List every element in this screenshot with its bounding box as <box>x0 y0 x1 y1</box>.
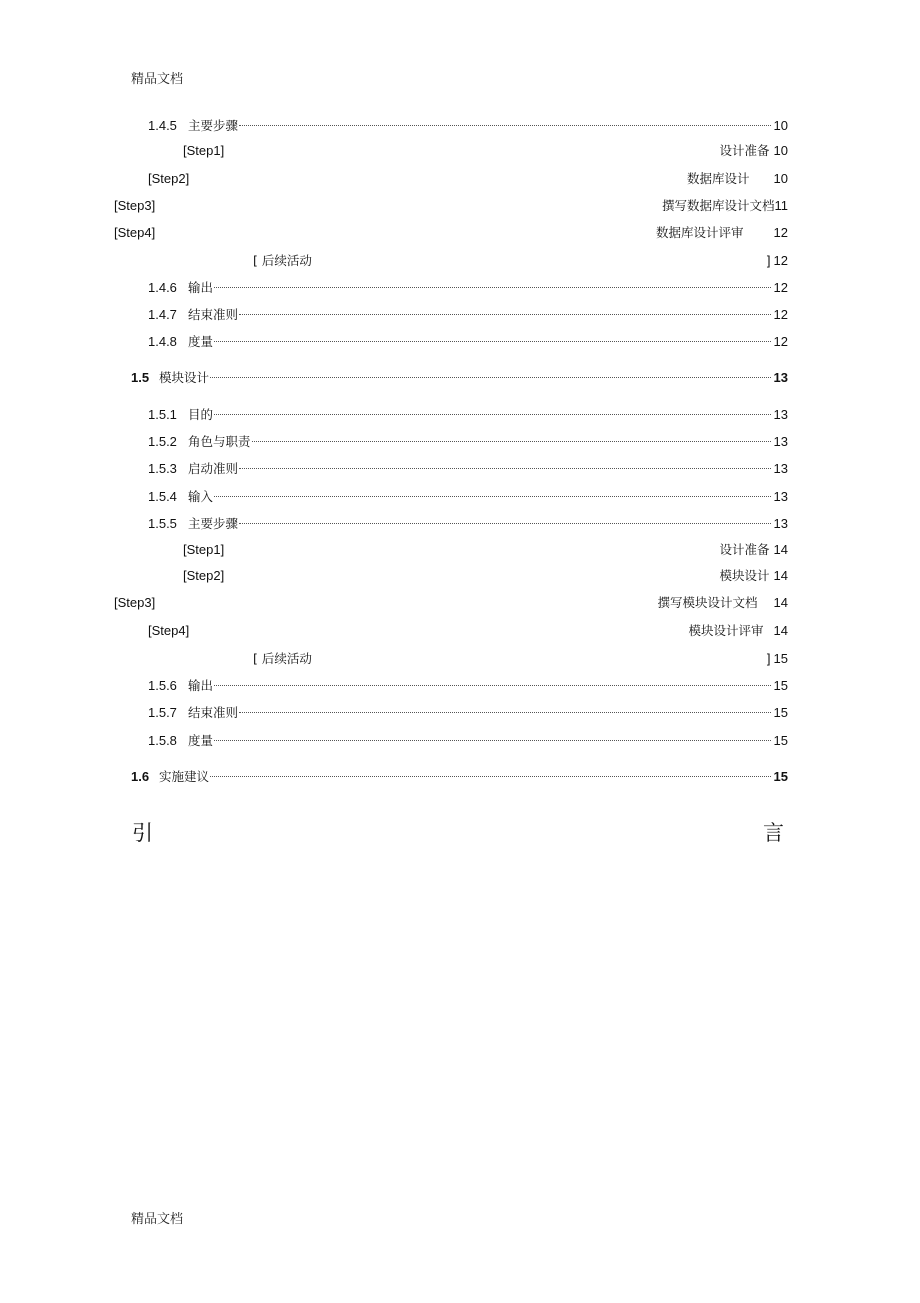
toc-entry[interactable] <box>148 404 788 426</box>
toc-entry[interactable] <box>148 277 788 299</box>
toc-page: 10 <box>773 143 788 158</box>
toc-title: 结束准则 <box>188 705 239 720</box>
toc-step-entry[interactable] <box>662 195 788 217</box>
step-title: 数据库设计 <box>687 171 750 186</box>
toc-page: 13 <box>773 370 788 385</box>
bracket-close: ] <box>766 253 771 268</box>
toc-title: 输入 <box>188 489 214 504</box>
toc-step-entry[interactable] <box>767 648 788 670</box>
followup-title: [ 后续活动 <box>253 253 312 268</box>
page-footer: 精品文档 <box>131 1212 184 1227</box>
toc-leader <box>214 287 771 288</box>
toc-page: 12 <box>773 334 788 349</box>
toc-leader <box>214 414 771 415</box>
toc-number: 1.4.7 <box>148 307 177 322</box>
followup-title: [ 后续活动 <box>253 651 312 666</box>
toc-entry[interactable] <box>148 702 788 724</box>
toc-title: 结束准则 <box>188 307 239 322</box>
toc-leader <box>214 496 771 497</box>
toc-step-entry[interactable] <box>658 592 788 614</box>
toc-title: 启动准则 <box>188 461 239 476</box>
toc-entry[interactable] <box>148 486 788 508</box>
toc-entry[interactable] <box>148 331 788 353</box>
toc-page: 10 <box>773 118 788 133</box>
toc-leader <box>214 740 771 741</box>
toc-number: 1.5.8 <box>148 733 177 748</box>
toc-title: 度量 <box>188 334 214 349</box>
toc-leader <box>239 125 771 126</box>
toc-number: 1.4.6 <box>148 280 177 295</box>
toc-step-entry[interactable] <box>687 168 788 190</box>
toc-entry[interactable] <box>148 675 788 697</box>
toc-entry[interactable] <box>148 730 788 752</box>
toc-title: 目的 <box>188 407 214 422</box>
toc-leader <box>252 441 771 442</box>
toc-step-entry[interactable] <box>689 620 788 642</box>
step-title: 撰写模块设计文档 <box>657 595 758 610</box>
toc-page: 14 <box>773 595 788 610</box>
toc-section-entry[interactable] <box>131 367 788 389</box>
toc-number: 1.5.6 <box>148 678 177 693</box>
toc-entry[interactable] <box>148 115 788 137</box>
step-label <box>253 250 312 272</box>
toc-page: 15 <box>773 705 788 720</box>
toc-page: 15 <box>773 651 788 666</box>
toc-page: 12 <box>773 253 788 268</box>
toc-page: 15 <box>773 769 788 784</box>
toc-page: 13 <box>773 516 788 531</box>
toc-number: 1.5.2 <box>148 434 177 449</box>
step-title: 设计准备 <box>719 542 770 557</box>
toc-page: 10 <box>773 171 788 186</box>
toc-leader <box>239 523 771 524</box>
step-title: 数据库设计评审 <box>656 225 744 240</box>
toc-leader <box>214 685 771 686</box>
toc-page: 13 <box>773 461 788 476</box>
toc-page: 14 <box>773 568 788 583</box>
toc-leader <box>210 377 771 378</box>
step-title: 模块设计评审 <box>688 623 764 638</box>
toc-title: 主要步骤 <box>188 118 239 133</box>
toc-entry[interactable] <box>148 458 788 480</box>
step-label: [Step4] <box>148 623 190 638</box>
toc-leader <box>239 468 771 469</box>
toc-number: 1.5.5 <box>148 516 177 531</box>
toc-leader <box>214 341 771 342</box>
toc-step-entry[interactable] <box>656 222 788 244</box>
toc-title: 输出 <box>188 678 214 693</box>
bracket-close: ] <box>766 651 771 666</box>
toc-page: 13 <box>773 489 788 504</box>
toc-leader <box>239 314 771 315</box>
step-label: [Step2] <box>148 171 190 186</box>
toc-step-entry[interactable] <box>720 565 788 587</box>
step-title: 撰写数据库设计文档 <box>661 198 775 213</box>
step-label: [Step1] <box>183 542 225 557</box>
intro-heading-right: 言 <box>763 821 784 845</box>
toc-page: 12 <box>773 307 788 322</box>
step-label: [Step3] <box>114 595 156 610</box>
toc-number: 1.6 <box>131 769 150 784</box>
intro-heading-left: 引 <box>132 821 153 845</box>
step-label: [Step2] <box>183 568 225 583</box>
toc-entry[interactable] <box>148 431 788 453</box>
toc-number: 1.5.1 <box>148 407 177 422</box>
toc-step-entry[interactable] <box>720 140 788 162</box>
toc-leader <box>210 776 771 777</box>
step-title: 设计准备 <box>719 143 770 158</box>
toc-title: 实施建议 <box>159 769 210 784</box>
toc-title: 角色与职责 <box>188 434 251 449</box>
toc-leader <box>239 712 771 713</box>
toc-page: 15 <box>773 733 788 748</box>
toc-title: 度量 <box>188 733 214 748</box>
toc-page: 11 <box>774 198 788 213</box>
step-title: 模块设计 <box>719 568 770 583</box>
toc-number: 1.5.3 <box>148 461 177 476</box>
toc-page: 12 <box>773 280 788 295</box>
toc-number: 1.5 <box>131 370 150 385</box>
step-label: [Step3] <box>114 198 156 213</box>
page-header: 精品文档 <box>131 72 184 87</box>
toc-entry[interactable] <box>148 513 788 535</box>
toc-title: 主要步骤 <box>188 516 239 531</box>
toc-section-entry[interactable] <box>131 766 788 788</box>
toc-title: 输出 <box>188 280 214 295</box>
toc-step-entry[interactable] <box>720 539 788 561</box>
step-label <box>253 648 312 670</box>
toc-page: 13 <box>773 407 788 422</box>
step-label: [Step1] <box>183 143 225 158</box>
toc-page: 14 <box>773 623 788 638</box>
step-label: [Step4] <box>114 225 156 240</box>
toc-number: 1.5.4 <box>148 489 177 504</box>
toc-number: 1.4.5 <box>148 118 177 133</box>
toc-page: 14 <box>773 542 788 557</box>
toc-page: 12 <box>773 225 788 240</box>
toc-step-entry[interactable] <box>767 250 788 272</box>
toc-title: 模块设计 <box>159 370 210 385</box>
toc-entry[interactable] <box>148 304 788 326</box>
toc-page: 13 <box>773 434 788 449</box>
toc-number: 1.5.7 <box>148 705 177 720</box>
toc-number: 1.4.8 <box>148 334 177 349</box>
toc-page: 15 <box>773 678 788 693</box>
